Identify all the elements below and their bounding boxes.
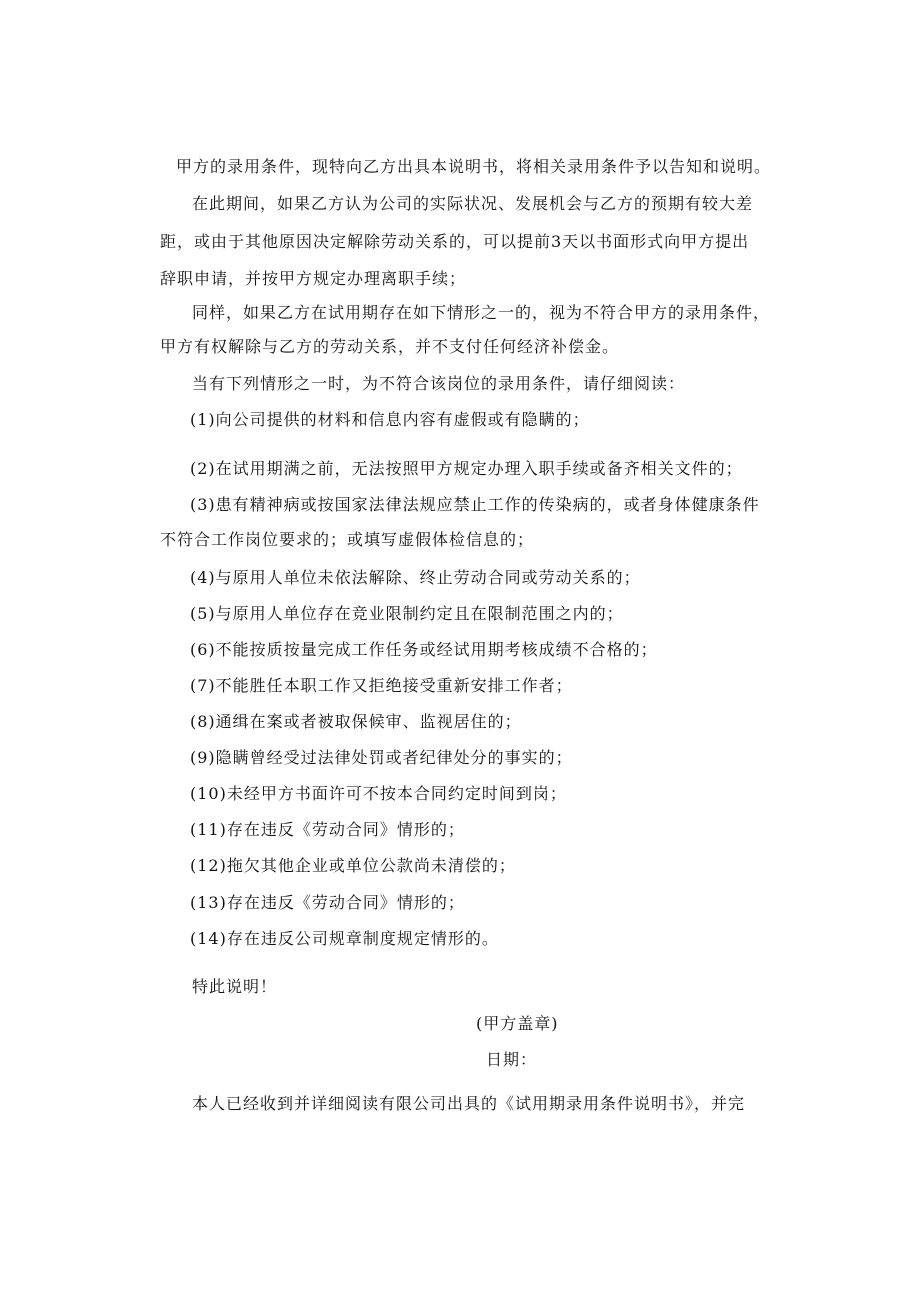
condition-item-3-continued: 不符合工作岗位要求的；或填写虚假体检信息的； bbox=[160, 530, 535, 549]
condition-item-1: (1)向公司提供的材料和信息内容有虚假或有隐瞒的； bbox=[190, 410, 590, 429]
condition-item-9: (9)隐瞒曾经受过法律处罚或者纪律处分的事实的； bbox=[190, 748, 573, 767]
condition-item-4: (4)与原用人单位未依法解除、终止劳动合同或劳动关系的； bbox=[190, 568, 641, 587]
condition-item-3: (3)患有精神病或按国家法律法规应禁止工作的传染病的，或者身体健康条件 bbox=[190, 495, 760, 514]
condition-item-6: (6)不能按质按量完成工作任务或经试用期考核成绩不合格的； bbox=[190, 640, 658, 659]
condition-item-8: (8)通缉在案或者被取保候审、监视居住的； bbox=[190, 712, 522, 731]
condition-item-2: (2)在试用期满之前，无法按照甲方规定办理入职手续或备齐相关文件的； bbox=[190, 459, 743, 478]
date-label: 日期： bbox=[486, 1050, 538, 1069]
condition-item-12: (12)拖欠其他企业或单位公款尚未清偿的； bbox=[190, 856, 516, 875]
acknowledgement-line: 本人已经收到并详细阅读有限公司出具的《试用期录用条件说明书》，并完 bbox=[192, 1094, 746, 1113]
intro-tail-line: 甲方的录用条件，现特向乙方出具本说明书，将相关录用条件予以告知和说明。 bbox=[176, 157, 772, 176]
condition-item-5: (5)与原用人单位存在竞业限制约定且在限制范围之内的； bbox=[190, 604, 624, 623]
condition-item-13: (13)存在违反《劳动合同》情形的； bbox=[190, 893, 465, 912]
seal-label: (甲方盖章) bbox=[476, 1014, 559, 1033]
dismiss-paragraph-line-1: 同样，如果乙方在试用期存在如下情形之一的，视为不符合甲方的录用条件， bbox=[192, 303, 771, 322]
condition-item-11: (11)存在违反《劳动合同》情形的； bbox=[190, 820, 465, 839]
condition-item-7: (7)不能胜任本职工作又拒绝接受重新安排工作者； bbox=[190, 676, 573, 695]
dismiss-paragraph-line-2: 甲方有权解除与乙方的劳动关系，并不支付任何经济补偿金。 bbox=[160, 337, 620, 356]
closing-statement: 特此说明！ bbox=[192, 977, 278, 996]
condition-item-10: (10)未经甲方书面许可不按本合同约定时间到岗； bbox=[190, 784, 567, 803]
condition-item-14: (14)存在违反公司规章制度规定情形的。 bbox=[190, 929, 499, 948]
resign-paragraph-line-1: 在此期间，如果乙方认为公司的实际状况、发展机会与乙方的预期有较大差 bbox=[192, 194, 754, 213]
conditions-intro: 当有下列情形之一时，为不符合该岗位的录用条件，请仔细阅读： bbox=[192, 374, 686, 393]
resign-paragraph-line-3: 辞职申请，并按甲方规定办理离职手续； bbox=[160, 269, 467, 288]
resign-paragraph-line-2: 距，或由于其他原因决定解除劳动关系的，可以提前3天以书面形式向甲方提出 bbox=[160, 232, 750, 251]
